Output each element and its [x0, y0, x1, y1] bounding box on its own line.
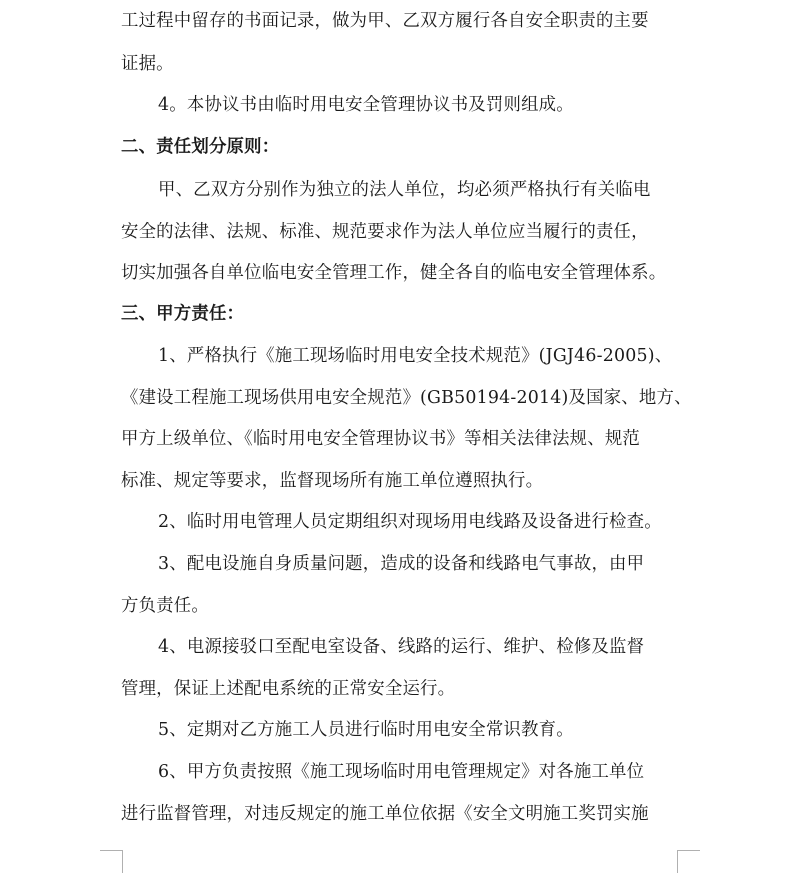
page-margin-corner-mark: [677, 850, 700, 873]
body-text-line: 甲、乙双方分别作为独立的法人单位，均必须严格执行有关临电: [158, 180, 651, 200]
body-text-line: 管理，保证上述配电系统的正常安全运行。: [121, 679, 456, 699]
clause-item-6: 6、甲方负责按照《施工现场临时用电管理规定》对各施工单位: [158, 762, 645, 782]
clause-item-2: 2、临时用电管理人员定期组织对现场用电线路及设备进行检查。: [158, 512, 662, 532]
body-text-line: 切实加强各自单位临电安全管理工作，健全各自的临电安全管理体系。: [121, 263, 667, 283]
clause-item-1: 1、严格执行《施工现场临时用电安全技术规范》(JGJ46-2005)、: [158, 346, 673, 366]
body-text-line: 甲方上级单位、《临时用电安全管理协议书》等相关法律法规、规范: [121, 429, 641, 449]
body-text-line: 安全的法律、法规、标准、规范要求作为法人单位应当履行的责任，: [121, 222, 649, 242]
page-margin-corner-mark: [100, 850, 123, 873]
clause-item-5: 5、定期对乙方施工人员进行临时用电安全常识教育。: [158, 720, 574, 740]
section-heading-responsibility-principles: 二、责任划分原则：: [121, 137, 280, 157]
section-heading-party-a-responsibilities: 三、甲方责任：: [121, 304, 245, 324]
body-text-line: 《建设工程施工现场供用电安全规范》(GB50194-2014)及国家、地方、: [121, 388, 692, 408]
body-text-line: 标准、规定等要求，监督现场所有施工单位遵照执行。: [121, 471, 544, 491]
body-text-line: 进行监督管理，对违反规定的施工单位依据《安全文明施工奖罚实施: [121, 804, 649, 824]
clause-item-3: 3、配电设施自身质量问题，造成的设备和线路电气事故，由甲: [158, 554, 645, 574]
clause-item-4: 4。本协议书由临时用电安全管理协议书及罚则组成。: [158, 95, 574, 115]
body-text-line: 方负责任。: [121, 596, 209, 616]
body-text-line: 工过程中留存的书面记录，做为甲、乙双方履行各自安全职责的主要: [121, 11, 649, 31]
clause-item-4b: 4、电源接驳口至配电室设备、线路的运行、维护、检修及监督: [158, 637, 645, 657]
body-text-line: 证据。: [121, 54, 174, 74]
